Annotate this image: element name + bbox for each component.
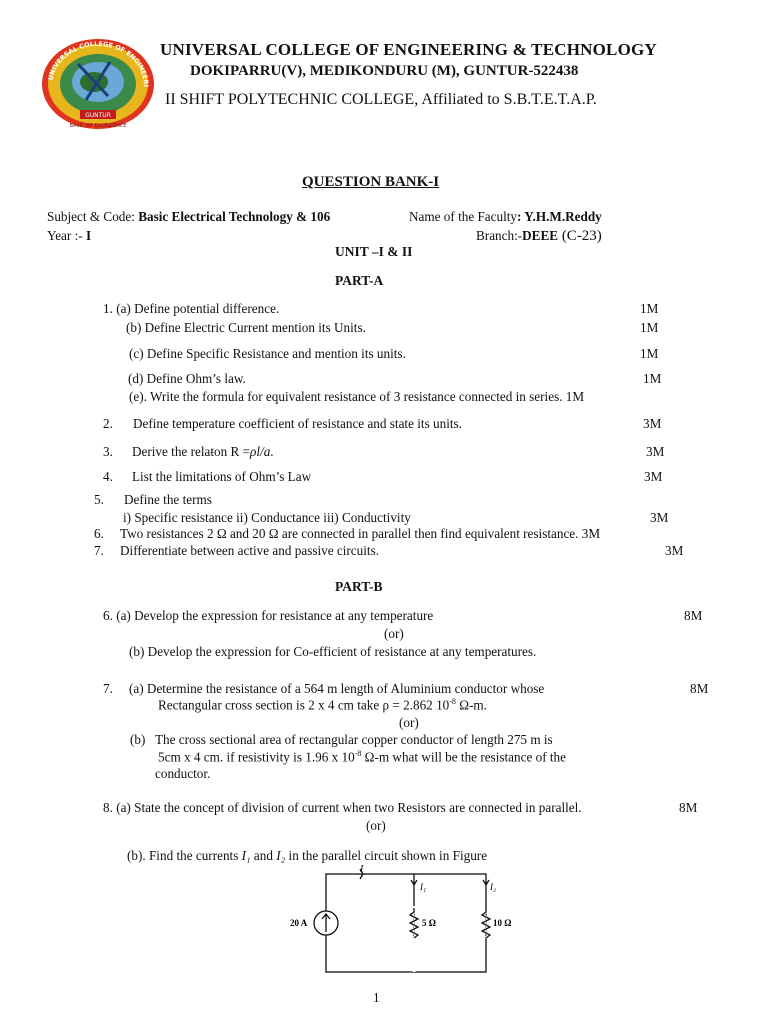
or-separator: (or) (366, 818, 386, 833)
year-value: I (85, 228, 92, 243)
or-separator: (or) (399, 715, 419, 730)
subject-line (47, 209, 330, 225)
r2-label: 10 Ω (493, 918, 512, 928)
branch-line (476, 228, 602, 245)
question-7-mark: 3M (665, 543, 684, 558)
question-6-number: 6. (94, 526, 104, 541)
i2-label: I₂ (490, 882, 497, 892)
question-b7a-line2 (158, 697, 487, 713)
question-b8b-post: in the parallel circuit shown in Figure (285, 848, 488, 863)
question-5-number: 5. (94, 492, 104, 507)
question-b7b-line1: The cross sectional area of rectangular copper conductor of length 275 m is (155, 732, 553, 747)
source-label: 20 A (290, 918, 308, 928)
question-b6b: (b) Develop the expression for Co-efficient of resistance at any temperatures. (129, 644, 537, 659)
faculty-line (409, 209, 602, 225)
college-name: UNIVERSAL COLLEGE OF ENGINEERING & TECHNOLOGY (160, 40, 657, 59)
question-b8b-i1: I₁ (241, 848, 251, 863)
i1-label: I₁ (420, 882, 427, 892)
question-b7a-line2-post: Ω-m. (455, 697, 487, 713)
question-2: Define temperature coefficient of resistance and state its units. (133, 416, 462, 431)
question-3-formula: ρl/a (250, 444, 271, 459)
question-b7a-mark: 8M (690, 681, 709, 696)
r1-label: 5 Ω (422, 918, 436, 928)
question-b7a-line2-pre: Rectangular cross section is 2 x 4 cm take ρ = 2.862 10 (158, 697, 450, 713)
question-4-mark: 3M (644, 469, 663, 484)
question-7: Differentiate between active and passive circuits. (120, 543, 379, 558)
question-b7b-exponent: -8 (354, 749, 362, 758)
logo-emblem (38, 34, 158, 130)
question-4-number: 4. (103, 469, 113, 484)
question-b6a-mark: 8M (684, 608, 703, 623)
faculty-value: : Y.H.M.Reddy (517, 209, 602, 224)
question-b7-number: 7. (103, 681, 113, 696)
question-4: List the limitations of Ohm’s Law (132, 469, 312, 484)
branch-value: DEEE (522, 228, 559, 243)
question-2-number: 2. (103, 416, 113, 431)
college-address: DOKIPARRU(V), MEDIKONDURU (M), GUNTUR-522438 (190, 63, 579, 79)
question-b7b-label: (b) (130, 732, 146, 747)
question-b7a: (a) Determine the resistance of a 564 m length of Aluminium conductor whose (129, 681, 545, 696)
college-logo (38, 34, 158, 130)
question-3 (132, 444, 274, 460)
question-5-mark: 3M (650, 510, 669, 525)
question-6: Two resistances 2 Ω and 20 Ω are connected in parallel then find equivalent resistance. 3M (120, 526, 601, 541)
page-number: 1 (373, 990, 380, 1005)
question-1a: 1. (a) Define potential difference. (103, 301, 280, 316)
logo-tagline: BASIC OF EXCELLENCE (69, 123, 127, 129)
question-b8b-mid: and (250, 848, 277, 863)
question-1d: (d) Define Ohm’s law. (128, 371, 246, 386)
question-3-number: 3. (103, 444, 113, 459)
question-7-number: 7. (94, 543, 104, 558)
question-1e: (e). Write the formula for equivalent resistance of 3 resistance connected in series. 1M (129, 389, 585, 404)
subject-label: Subject & Code: (47, 209, 139, 224)
question-5: Define the terms (124, 492, 212, 507)
question-1a-mark: 1M (640, 301, 659, 316)
parallel-circuit-diagram (280, 862, 540, 980)
question-b8b-i2: I₂ (276, 848, 286, 863)
question-2-mark: 3M (643, 416, 662, 431)
subject-value: Basic Electrical Technology & 106 (138, 209, 331, 224)
part-b-heading: PART-B (335, 579, 383, 594)
branch-code: (C-23) (558, 228, 602, 244)
question-1d-mark: 1M (643, 371, 662, 386)
question-3-end: . (270, 444, 274, 459)
question-1b: (b) Define Electric Current mention its Units. (126, 320, 366, 335)
unit-heading: UNIT –I & II (335, 244, 413, 259)
branch-label: Branch:- (476, 228, 523, 243)
part-a-heading: PART-A (335, 273, 384, 288)
or-separator: (or) (384, 626, 404, 641)
page-title: QUESTION BANK-I (302, 174, 440, 190)
question-1b-mark: 1M (640, 320, 659, 335)
current-label: I (360, 864, 364, 875)
question-b8a-mark: 8M (679, 800, 698, 815)
college-affiliation: II SHIFT POLYTECHNIC COLLEGE, Affiliated to S.B.T.E.T.A.P. (165, 91, 597, 108)
question-b7b-line2-post: Ω-m what will be the resistance of the (361, 749, 566, 765)
question-1c: (c) Define Specific Resistance and mention its units. (129, 346, 406, 361)
logo-guntur-text: GUNTUR (85, 112, 111, 119)
question-b8b-pre: (b). Find the currents (127, 848, 242, 863)
question-3-text: Derive the relaŧon R = (132, 444, 251, 459)
logo-arc-text: UNIVERSAL COLLEGE OF ENGINEERI (46, 39, 151, 88)
question-b7a-exponent: -8 (449, 697, 456, 706)
circuit-wires (326, 874, 486, 972)
year-label: Year :- (47, 228, 86, 243)
question-b7b-line3: conductor. (155, 766, 211, 781)
question-b7b-line2 (158, 749, 566, 765)
question-1c-mark: 1M (640, 346, 659, 361)
question-b8a: 8. (a) State the concept of division of current when two Resistors are connected in parallel. (103, 800, 582, 815)
question-b6a: 6. (a) Develop the expression for resistance at any temperature (103, 608, 434, 623)
faculty-label: Name of the Faculty (409, 209, 518, 224)
question-3-mark: 3M (646, 444, 665, 459)
year-line (47, 228, 91, 244)
question-b7b-line2-pre: 5cm x 4 cm. if resistivity is 1.96 x 10 (158, 749, 355, 765)
question-5-subitems: i) Specific resistance ii) Conductance iii) Conductivity (123, 510, 411, 525)
